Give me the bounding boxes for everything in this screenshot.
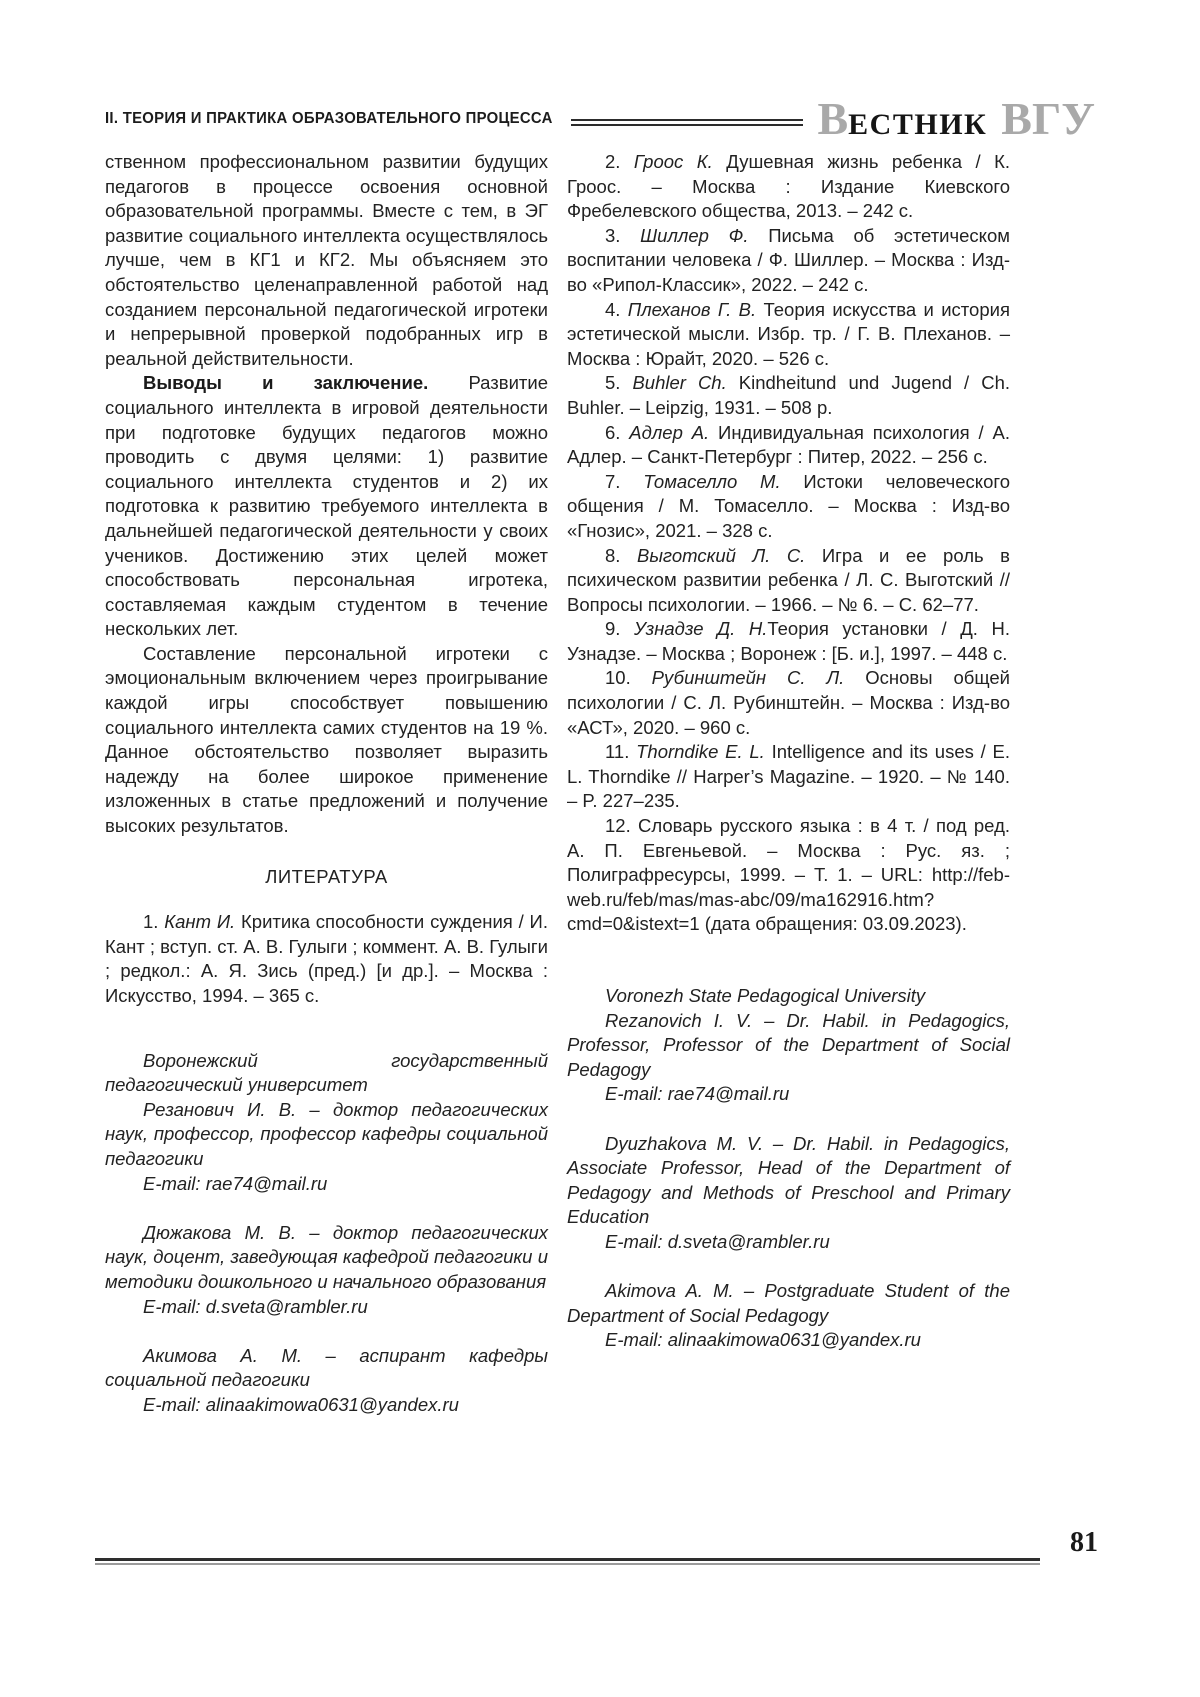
reference-author: Buhler Ch.: [632, 372, 727, 394]
affiliation-block: [105, 1049, 548, 1197]
header-rule: [571, 119, 803, 126]
reference-text: Intelligence and its uses / E. L. Thorndike // Harper’s Magazine. – 1920. – № 140. – P. 227–235.: [567, 741, 1011, 812]
author-description: Dyuzhakova M. V. – Dr. Habil. in Pedagogics, Associate Professor, Head of the Department of Pedagogy and Methods of Preschool and Primary Education: [567, 1132, 1010, 1228]
affiliation-block: [567, 1132, 1010, 1255]
reference-item: [567, 666, 1010, 740]
body-paragraph: ственном профессиональном развитии будущих педагогов в процессе освоения основной образовательной программы. Вместе с тем, в ЭГ развитие социального интеллекта осуществлялось лучше, чем в КГ1 и КГ2. Мы объясняем это обстоятельство целенаправленной работой над созданием персональной педагогической игротеки и непрерывной проверкой подобранных игр в реальной действительности.: [105, 151, 548, 369]
reference-author: Томаселло М.: [643, 470, 781, 492]
reference-text: Письма об эстетическом воспитании человека / Ф. Шиллер. – Москва : Изд-во «Рипол-Классик», 2022. – 242 с.: [567, 224, 1010, 295]
reference-number: 8.: [605, 544, 637, 566]
affiliation-block: [105, 1221, 548, 1319]
logo-word-rest: ЕСТНИК: [848, 108, 988, 141]
reference-number: 7.: [605, 470, 644, 492]
author-description: Rezanovich I. V. – Dr. Habil. in Pedagogics, Professor, Professor of the Department of Social Pedagogy: [567, 1009, 1010, 1080]
conclusions-lead: Выводы и заключение.: [143, 372, 429, 394]
reference-number: 6.: [605, 421, 630, 443]
reference-author: Рубинштейн С. Л.: [651, 667, 845, 689]
page-number: 81: [1070, 1527, 1098, 1558]
reference-author: Выготский Л. С.: [636, 544, 806, 566]
logo-second-word: ВГУ: [1001, 93, 1095, 144]
reference-text: Теория установки / Д. Н. Узнадзе. – Москва ; Воронеж : [Б. и.], 1997. – 448 с.: [567, 618, 1010, 664]
reference-text: Основы общей психологии / С. Л. Рубинштейн. – Москва : Изд-во «АСТ», 2020. – 960 с.: [567, 667, 1010, 738]
reference-item: [567, 298, 1010, 372]
body-paragraph: Составление персональной игротеки с эмоциональным включением через проигрывание каждой игры способствует повышению социального интеллекта самих студентов на 19 %. Данное обстоятельство позволяет выразить надежду на более широкое применение изложенных в статье предложений и получение высоких результатов.: [105, 642, 548, 837]
conclusions-paragraph: [105, 371, 548, 642]
reference-number: 4.: [605, 298, 628, 320]
author-description: Дюжакова М. В. – доктор педагогических наук, доцент, заведующая кафедрой педагогики и методики дошкольного и начального образования: [105, 1221, 548, 1292]
author-description: Резанович И. В. – доктор педагогических наук, профессор, профессор кафедры социальной педагогики: [105, 1098, 548, 1169]
reference-number: 1.: [143, 911, 165, 933]
reference-author: Шиллер Ф.: [640, 224, 749, 246]
reference-text: Критика способности суждения / И. Кант ; вступ. ст. А. В. Гулыги ; коммент. А. В. Гулыги ; редкол.: А. Я. Зись (пред.) [и др.]. – Москва : Искусство, 1994. – 365 с.: [105, 911, 548, 1006]
reference-number: 12.: [605, 815, 638, 837]
reference-item: [567, 150, 1010, 224]
reference-item: [567, 371, 1010, 420]
reference-item: [567, 617, 1010, 666]
author-email: E-mail: d.sveta@rambler.ru: [143, 1295, 368, 1317]
reference-text: Душевная жизнь ребенка / К. Гроос. – Москва : Издание Киевского Фребелевского общества, 2013. – 242 с.: [567, 151, 1010, 222]
reference-number: 3.: [605, 224, 641, 246]
two-column-text: [105, 150, 1010, 1418]
affiliation-organization: Voronezh State Pedagogical University: [605, 985, 926, 1006]
affiliation-block: [567, 1279, 1010, 1353]
reference-text: Индивидуальная психология / А. Адлер. – Санкт-Петербург : Питер, 2022. – 256 с.: [567, 421, 1010, 468]
reference-text: Словарь русского языка : в 4 т. / под ред. А. П. Евгеньевой. – Москва : Рус. яз. ; Полиграфресурсы, 1999. – Т. 1. – URL: http://feb-web.ru/feb/mas/mas-abc/09/ma162916.htm?cmd=0&istext=1 (дата обращения: 03.09.2023).: [567, 815, 1011, 935]
author-email: E-mail: d.sveta@rambler.ru: [605, 1230, 830, 1252]
reference-item: [567, 470, 1010, 544]
reference-number: 2.: [605, 151, 634, 172]
reference-item: [105, 910, 548, 1008]
conclusions-text: Развитие социального интеллекта в игровой деятельности при подготовке будущих педагогов можно проводить с двумя целями: 1) развитие социального интеллекта студентов и 2) их подготовка к развитию требуемого интеллекта в дальнейшей педагогической деятельности у своих учеников. Достижению этих целей может способствовать персональная игротека, составляемая каждым студентом в течение нескольких лет.: [105, 372, 548, 640]
reference-item: [567, 544, 1010, 618]
reference-number: 5.: [605, 372, 633, 394]
affiliation-russian: [105, 1049, 548, 1418]
literature-heading: ЛИТЕРАТУРА: [265, 865, 388, 887]
author-email: E-mail: rae74@mail.ru: [605, 1083, 790, 1105]
reference-text: Истоки человеческого общения / М. Томаселло. – Москва : Изд-во «Гнозис», 2021. – 328 с.: [567, 470, 1010, 541]
reference-author: Гроос К.: [633, 151, 713, 172]
author-description: Akimova A. M. – Postgraduate Student of the Department of Social Pedagogy: [567, 1280, 1010, 1326]
author-email: E-mail: alinaakimowa0631@yandex.ru: [143, 1393, 459, 1415]
reference-text: Игра и ее роль в психическом развитии ребенка / Л. С. Выготский // Вопросы психологии. – 1966. – № 6. – С. 62–77.: [567, 544, 1011, 615]
reference-item: [567, 421, 1010, 470]
reference-text: Теория искусства и история эстетической мысли. Избр. тр. / Г. В. Плеханов. – Москва : Юрайт, 2020. – 526 с.: [567, 298, 1010, 369]
reference-item: [567, 814, 1010, 937]
journal-logo: [817, 93, 1095, 144]
reference-item: [567, 224, 1010, 298]
affiliation-organization: Воронежский государственный педагогический университет: [105, 1049, 548, 1096]
page-header: [105, 93, 1095, 144]
affiliation-block: [105, 1344, 548, 1418]
affiliation-block: [567, 984, 1010, 1107]
reference-number: 10.: [605, 667, 652, 689]
footer-rule: [95, 1558, 1040, 1565]
reference-author: Кант И.: [164, 911, 236, 933]
reference-text: Kindheitund und Jugend / Ch. Buhler. – Leipzig, 1931. – 508 p.: [567, 372, 1010, 418]
reference-author: Адлер А.: [629, 421, 710, 443]
reference-number: 11.: [605, 741, 637, 763]
reference-item: [567, 740, 1010, 814]
reference-number: 9.: [605, 618, 634, 640]
reference-author: Thorndike E. L.: [636, 741, 765, 763]
right-column: [567, 150, 1010, 1418]
logo-initial-letter: В: [817, 93, 849, 144]
author-email: E-mail: rae74@mail.ru: [143, 1172, 328, 1194]
left-column: [105, 150, 548, 1418]
reference-author: Плеханов Г. В.: [627, 298, 757, 320]
reference-author: Узнадзе Д. Н.: [633, 618, 768, 640]
affiliation-english: [567, 984, 1010, 1353]
author-email: E-mail: alinaakimowa0631@yandex.ru: [605, 1329, 921, 1351]
author-description: Акимова А. М. – аспирант кафедры социальной педагогики: [105, 1344, 548, 1391]
running-title: II. ТЕОРИЯ И ПРАКТИКА ОБРАЗОВАТЕЛЬНОГО ПРОЦЕССА: [105, 110, 553, 127]
